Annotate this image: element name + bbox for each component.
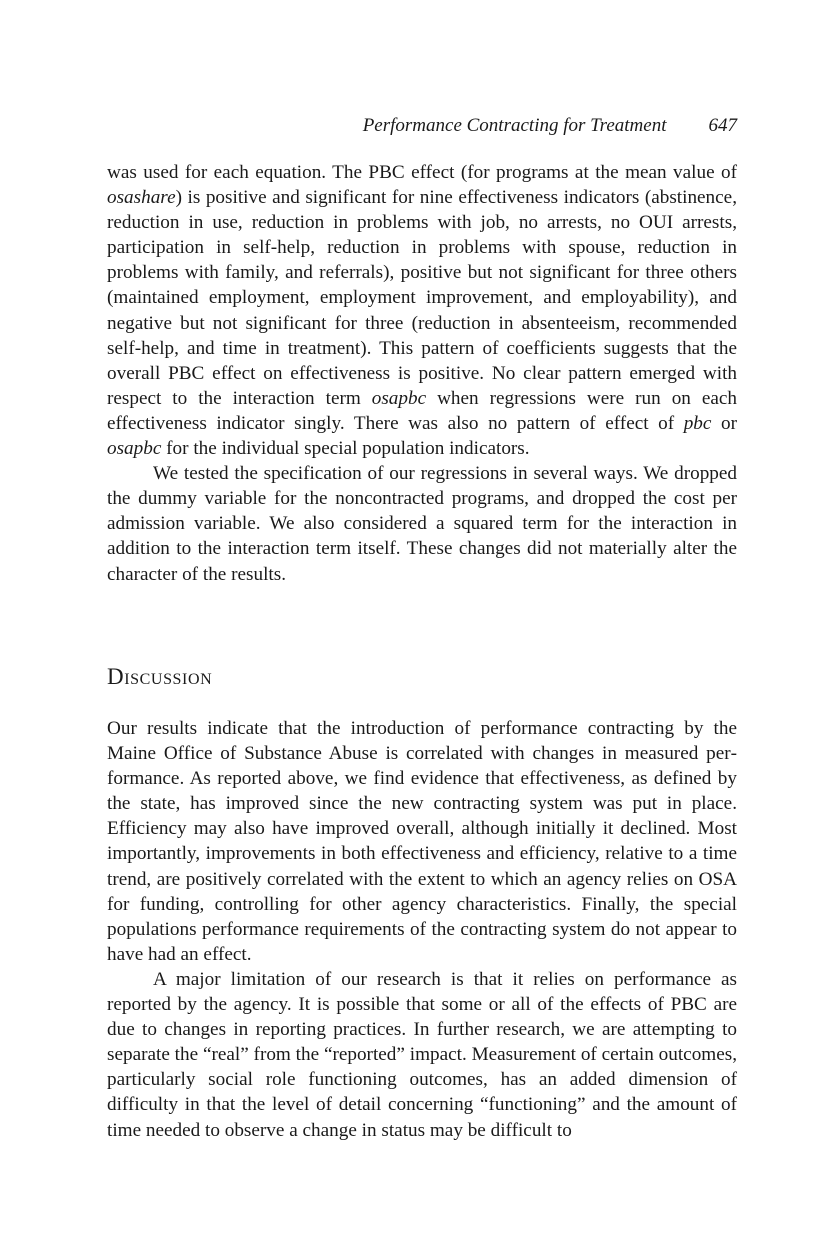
paragraph-limitation: A major limitation of our research is that it relies on performance as reported by the agency. It is possible that some or all of the effects of PBC are due to changes in reporting practices. In further research, we are attempting to separate the “real” from the “reported” impact. Measurement of certain outcomes, particularly social role functioning outcomes, has an added dimension of difficulty in that the level of detail concerning “functioning” and the amount of time needed to observe a change in status may be difficult to bbox=[107, 968, 737, 1141]
text-run: or bbox=[711, 412, 737, 434]
variable-osashare: osashare bbox=[107, 187, 176, 209]
running-head bbox=[0, 114, 737, 138]
paragraph-pbc-effect bbox=[107, 160, 737, 461]
text-run: for the individual special population indicators. bbox=[161, 438, 530, 460]
variable-osapbc: osapbc bbox=[371, 387, 427, 409]
text-run: was used for each equation. The PBC effect (for programs at the mean value of bbox=[107, 162, 737, 183]
variable-pbc: pbc bbox=[683, 412, 712, 434]
paragraph-specification: We tested the specification of our regressions in several ways. We dropped the dummy variable for the noncontracted programs, and dropped the cost per admission variable. We also considered a squared term for the interaction in addition to the interaction term itself. These changes did not materially alter the character of the results. bbox=[107, 463, 737, 585]
paragraph-results-summary: Our results indicate that the introduction of performance contracting by the Maine Office of Substance Abuse is correlated with changes in measured performance. As reported above, we find evidence that effectiveness, as defined by the state, has improved since the new contracting system was put in place. Efficiency may also have improved overall, although initially it declined. Most importantly, improvements in both effectiveness and efficiency, relative to a time trend, are positively correlated with the extent to which an agency relies on OSA for funding, controlling for other agency characteristics. Finally, the special populations performance requirements of the contracting system do not appear to have had an effect. bbox=[107, 718, 737, 965]
text-run: when regressions were run on each effectiveness indicator singly. There was also no pattern of effect of bbox=[107, 387, 737, 434]
page-number: 647 bbox=[708, 115, 737, 136]
discussion-body bbox=[107, 716, 737, 1143]
results-continuation bbox=[107, 160, 737, 587]
text-run: ) is positive and significant for nine effectiveness indicators (abstinence, reduction in use, reduction in problems with job, no arrests, no OUI arrests, participation in self-help, reduction in problems with spouse, reduction in problems with family, and referrals), positive but not significant for three others (maintained employment, employment improvement, and employability), and negative but not significant for three (reduction in absenteeism, recommended self-help, and time in treatment). This pattern of coefficients suggests that the overall PBC effect on effectiveness is positive. No clear pattern emerged with respect to the interaction term bbox=[107, 187, 737, 409]
section-heading-discussion: Discussion bbox=[107, 664, 213, 689]
variable-osapbc: osapbc bbox=[107, 438, 162, 460]
running-title: Performance Contracting for Treatment bbox=[362, 115, 667, 136]
